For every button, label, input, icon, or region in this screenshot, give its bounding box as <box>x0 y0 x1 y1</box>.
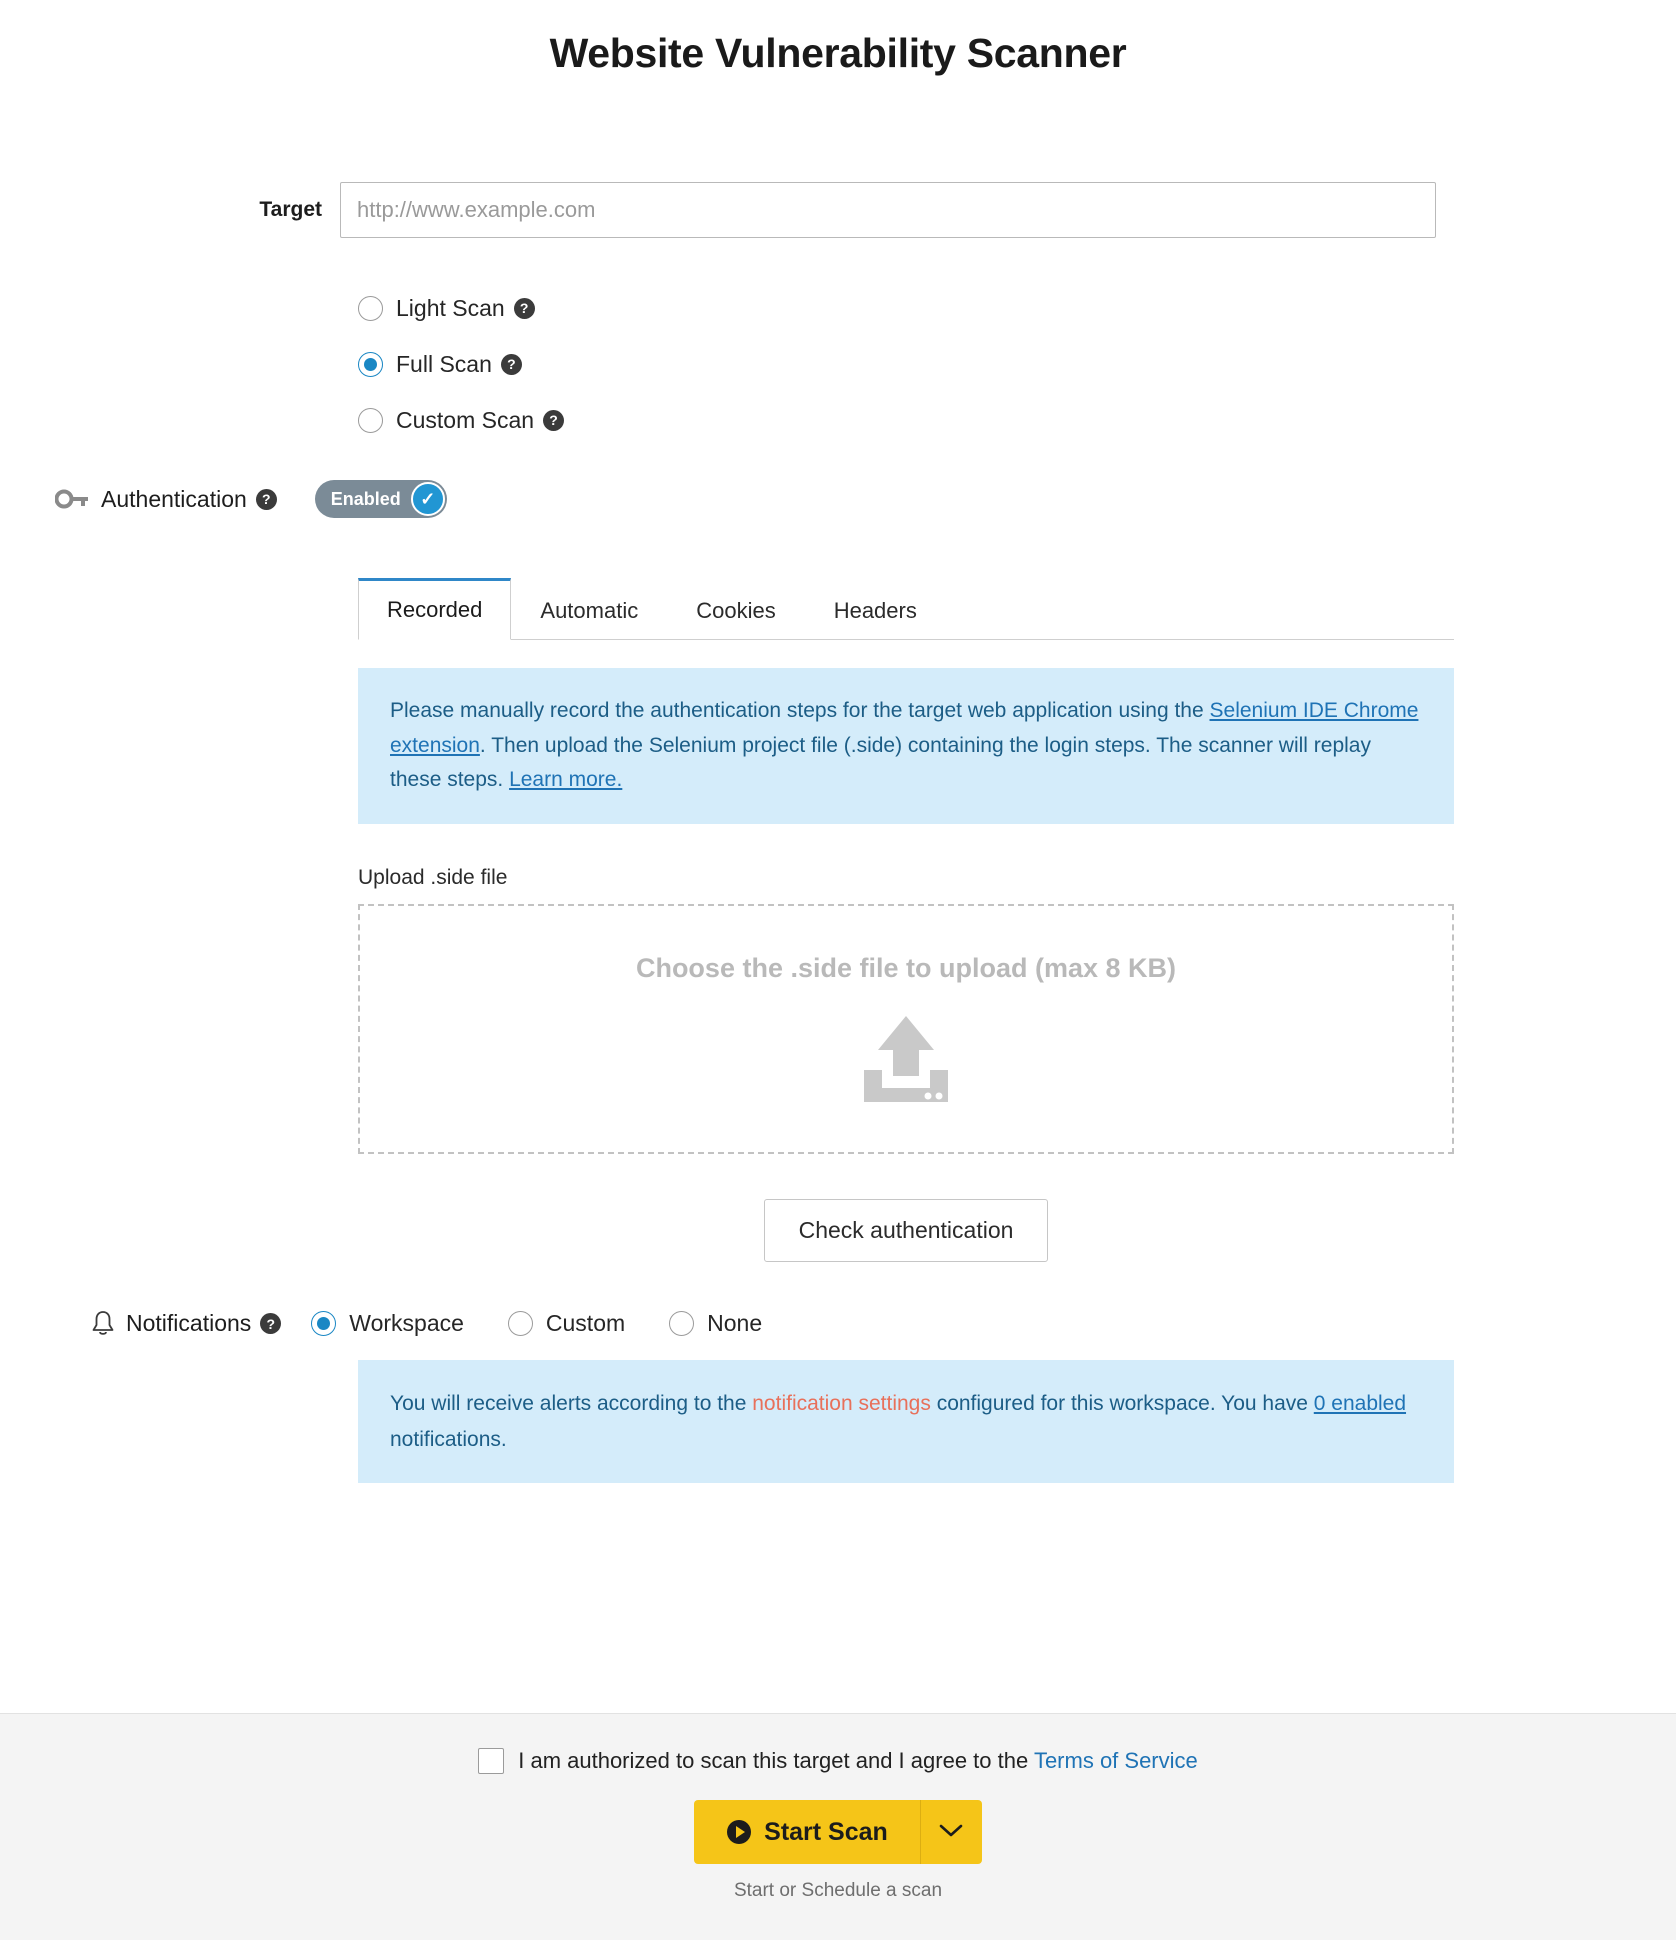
tab-automatic[interactable]: Automatic <box>540 598 639 623</box>
notification-options <box>311 1310 806 1337</box>
scan-type-light[interactable] <box>358 286 1676 330</box>
start-scan-dropdown-button[interactable] <box>920 1800 982 1864</box>
notifications-row <box>90 1310 1676 1338</box>
consent-row <box>478 1748 1198 1774</box>
target-label: Target <box>259 198 322 221</box>
notification-option-label: Custom <box>545 1310 626 1337</box>
terms-of-service-link[interactable]: Terms of Service <box>1033 1748 1198 1773</box>
notification-settings-link[interactable]: notification settings <box>752 1391 931 1415</box>
authorization-checkbox[interactable] <box>478 1748 504 1774</box>
authentication-row <box>55 480 1676 518</box>
check-authentication-button[interactable]: Check authentication <box>764 1199 1049 1262</box>
scan-type-full[interactable] <box>358 342 1676 386</box>
tab-cookies[interactable]: Cookies <box>696 598 776 623</box>
target-row <box>0 182 1676 238</box>
notification-option-none[interactable] <box>669 1310 762 1337</box>
radio-none[interactable] <box>669 1311 694 1336</box>
notif-info-text-3: notifications. <box>390 1427 507 1451</box>
auth-info-box <box>358 668 1454 824</box>
scan-type-custom[interactable] <box>358 398 1676 442</box>
notification-option-label: None <box>707 1310 763 1337</box>
dropzone-text: Choose the .side file to upload (max 8 KB) <box>635 952 1177 983</box>
bell-icon <box>90 1310 116 1338</box>
start-scan-label: Start Scan <box>764 1817 888 1846</box>
selenium-ide-link[interactable]: Selenium IDE Chrome extension <box>390 699 1419 757</box>
radio-workspace[interactable] <box>311 1311 336 1336</box>
scan-form <box>0 182 1676 1503</box>
upload-icon <box>856 1010 956 1111</box>
scan-type-label: Full Scan <box>396 350 492 377</box>
upload-label: Upload .side file <box>358 865 508 889</box>
auth-tabs <box>358 578 1454 640</box>
radio-custom[interactable] <box>508 1311 533 1336</box>
consent-label: I am authorized to scan this target and I agree to the <box>518 1748 1034 1773</box>
consent-text <box>518 1748 1198 1774</box>
page-title: Website Vulnerability Scanner <box>549 30 1127 76</box>
start-scan-button[interactable] <box>694 1800 920 1864</box>
help-icon[interactable]: ? <box>501 354 522 375</box>
learn-more-link[interactable]: Learn more. <box>509 768 623 792</box>
notification-option-custom[interactable] <box>508 1310 625 1337</box>
auth-info-text-1: Please manually record the authentication steps for the target web application using the <box>390 699 1210 722</box>
authentication-toggle[interactable] <box>315 480 447 518</box>
help-icon[interactable]: ? <box>543 410 564 431</box>
help-icon[interactable]: ? <box>260 1313 281 1334</box>
notification-option-label: Workspace <box>349 1310 464 1337</box>
schedule-hint: Start or Schedule a scan <box>733 1880 943 1901</box>
auth-info-text-2: . Then upload the Selenium project file (.side) containing the login steps. The scanner will replay these steps. <box>390 733 1371 792</box>
authentication-toggle-label: Enabled <box>330 488 401 509</box>
radio-light-scan[interactable] <box>358 296 383 321</box>
scan-type-group <box>358 286 1676 442</box>
tab-recorded[interactable]: Recorded <box>358 578 511 640</box>
scan-type-label: Light Scan <box>396 294 505 321</box>
notifications-info-box <box>358 1360 1454 1483</box>
notification-option-workspace[interactable] <box>311 1310 464 1337</box>
start-scan-row <box>694 1800 982 1864</box>
notif-info-text-2: configured for this workspace. You have <box>930 1391 1314 1415</box>
chevron-down-icon <box>939 1823 963 1841</box>
notifications-label: Notifications <box>126 1310 252 1337</box>
play-icon <box>726 1819 752 1845</box>
file-dropzone[interactable] <box>358 904 1454 1154</box>
authentication-label: Authentication <box>101 485 247 512</box>
notif-info-text-1: You will receive alerts according to the <box>390 1391 753 1415</box>
help-icon[interactable]: ? <box>256 489 277 510</box>
target-input[interactable] <box>340 182 1436 238</box>
key-icon <box>55 487 89 511</box>
help-icon[interactable]: ? <box>514 298 535 319</box>
radio-full-scan[interactable] <box>358 352 383 377</box>
footer <box>0 1713 1676 1940</box>
radio-custom-scan[interactable] <box>358 408 383 433</box>
tab-headers[interactable]: Headers <box>833 598 917 623</box>
scan-type-label: Custom Scan <box>396 406 535 433</box>
check-auth-row <box>358 1199 1454 1262</box>
enabled-notifications-link[interactable]: 0 enabled <box>1313 1391 1407 1415</box>
check-icon: ✓ <box>411 482 445 516</box>
